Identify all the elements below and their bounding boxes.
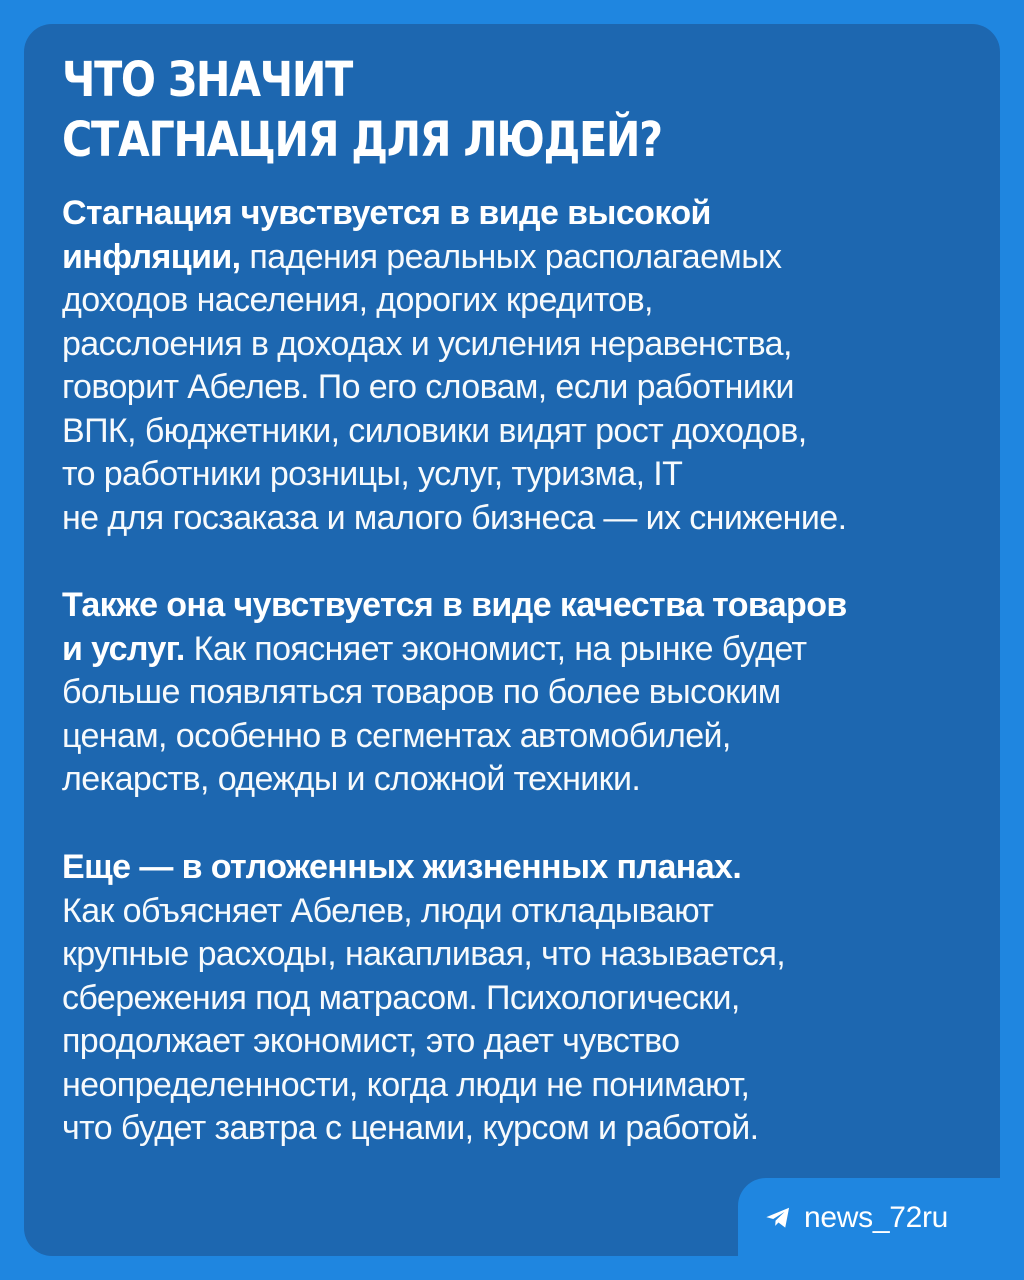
paragraph-1-line-8: не для госзаказа и малого бизнеса — их снижение. xyxy=(62,498,847,537)
title-line-2: СТАГНАЦИЯ ДЛЯ ЛЮДЕЙ? xyxy=(62,112,662,168)
paragraph-3-line-4: сбережения под матрасом. Психологически, xyxy=(62,978,740,1017)
paragraph-2-lead: и услуг. xyxy=(62,629,185,668)
paragraph-1-line-2-rest: падения реальных располагаемых xyxy=(240,237,782,276)
channel-handle[interactable] xyxy=(764,1196,948,1240)
paragraph-1-line-7: то работники розницы, услуг, туризма, IT xyxy=(62,455,683,493)
paragraph-3-line-3: крупные расходы, накапливая, что называется, xyxy=(62,935,786,973)
paragraph-1-line-1: Стагнация чувствуется в виде высокой xyxy=(62,194,711,232)
paragraph-1-line-6: ВПК, бюджетники, силовики видят рост доходов, xyxy=(62,411,807,450)
paragraph-2-line-1: Также она чувствуется в виде качества товаров xyxy=(62,586,847,624)
paragraph-3-line-1: Еще — в отложенных жизненных планах. xyxy=(62,848,742,886)
paragraph-1-line-5: говорит Абелев. По его словам, если работники xyxy=(62,368,794,406)
paragraph-3-line-2: Как объясняет Абелев, люди откладывают xyxy=(62,891,714,930)
paragraph-quality xyxy=(62,584,992,802)
paragraph-1-line-3: доходов населения, дорогих кредитов, xyxy=(62,281,653,319)
channel-handle-text: news_72ru xyxy=(804,1201,949,1234)
paragraph-2-line-2 xyxy=(62,628,992,672)
paragraph-3-line-6: неопределенности, когда люди не понимают, xyxy=(62,1065,750,1104)
paragraph-plans xyxy=(62,846,992,1151)
paragraph-1-line-4: расслоения в доходах и усиления неравенства, xyxy=(62,324,792,363)
title-line-1: ЧТО ЗНАЧИТ xyxy=(62,52,352,108)
paragraph-3-line-7: что будет завтра с ценами, курсом и работой. xyxy=(62,1109,759,1147)
paragraph-2-line-3: больше появляться товаров по более высоким xyxy=(62,673,781,711)
paragraph-2-line-5: лекарств, одежды и сложной техники. xyxy=(62,760,641,798)
page-title xyxy=(62,50,662,170)
paragraph-2-line-2-rest: Как поясняет экономист, на рынке будет xyxy=(184,629,807,668)
paragraph-1-line-2 xyxy=(62,236,992,280)
paragraph-inflation xyxy=(62,192,992,540)
paragraph-3-line-5: продолжает экономист, это дает чувство xyxy=(62,1022,680,1060)
paragraph-2-line-4: ценам, особенно в сегментах автомобилей, xyxy=(62,716,731,755)
telegram-icon xyxy=(764,1204,792,1232)
paragraph-1-lead: инфляции, xyxy=(62,237,241,276)
